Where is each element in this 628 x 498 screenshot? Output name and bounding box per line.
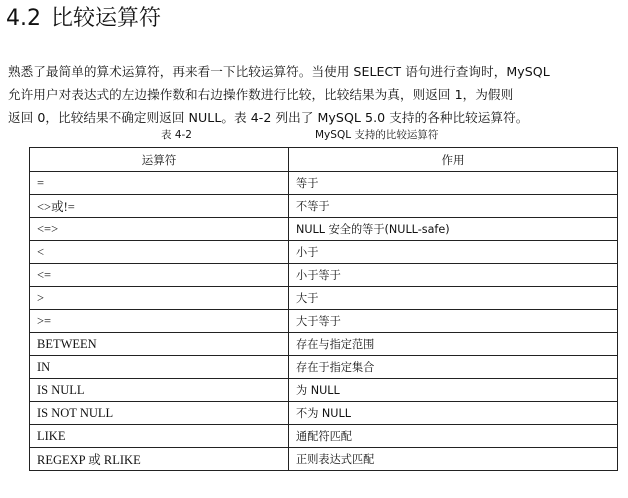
comparison-operators-table — [29, 147, 618, 471]
table-row — [30, 379, 618, 402]
table-row — [30, 310, 618, 333]
operator-cell: IN — [30, 356, 289, 379]
table-caption-label: 表 4-2 — [161, 129, 192, 141]
function-cell: 存在于指定集合 — [289, 356, 618, 379]
operator-cell: <>或!= — [30, 195, 289, 218]
header-operator: 运算符 — [30, 148, 289, 172]
header-function: 作用 — [289, 148, 618, 172]
function-cell: 不为 NULL — [289, 402, 618, 425]
operator-cell: <= — [30, 264, 289, 287]
function-cell: 为 NULL — [289, 379, 618, 402]
table-header-row — [30, 148, 618, 172]
table-row — [30, 402, 618, 425]
table-row — [30, 195, 618, 218]
operator-cell: < — [30, 241, 289, 264]
function-cell: 等于 — [289, 172, 618, 195]
operator-cell: >= — [30, 310, 289, 333]
function-cell: 存在与指定范围 — [289, 333, 618, 356]
operator-cell: IS NULL — [30, 379, 289, 402]
function-cell: 大于 — [289, 287, 618, 310]
table-row — [30, 333, 618, 356]
operator-cell: IS NOT NULL — [30, 402, 289, 425]
function-cell: 通配符匹配 — [289, 425, 618, 448]
paragraph-line-1: 熟悉了最简单的算术运算符，再来看一下比较运算符。当使用 SELECT 语句进行查询时，MySQL — [8, 64, 550, 79]
section-title: 比较运算符 — [51, 6, 162, 31]
table-row — [30, 356, 618, 379]
function-cell: 不等于 — [289, 195, 618, 218]
table-row — [30, 287, 618, 310]
operator-cell: REGEXP 或 RLIKE — [30, 448, 289, 471]
function-cell: 小于 — [289, 241, 618, 264]
table-row — [30, 218, 618, 241]
operator-cell: = — [30, 172, 289, 195]
table-row — [30, 448, 618, 471]
table-row — [30, 264, 618, 287]
intro-paragraph — [8, 60, 620, 129]
function-cell: 正则表达式匹配 — [289, 448, 618, 471]
operator-cell: LIKE — [30, 425, 289, 448]
section-number: 4.2 — [6, 6, 41, 31]
paragraph-line-3: 返回 0，比较结果不确定则返回 NULL。表 4-2 列出了 MySQL 5.0 支持的各种比较运算符。 — [8, 110, 529, 125]
table-caption-title: MySQL 支持的比较运算符 — [315, 129, 439, 141]
function-cell: NULL 安全的等于(NULL-safe) — [289, 218, 618, 241]
table-row — [30, 172, 618, 195]
table-row — [30, 425, 618, 448]
function-cell: 大于等于 — [289, 310, 618, 333]
operator-cell: <=> — [30, 218, 289, 241]
table-row — [30, 241, 618, 264]
operator-cell: > — [30, 287, 289, 310]
operator-cell: BETWEEN — [30, 333, 289, 356]
paragraph-line-2: 允许用户对表达式的左边操作数和右边操作数进行比较，比较结果为真，则返回 1，为假则 — [8, 87, 514, 102]
section-heading — [6, 5, 161, 33]
function-cell: 小于等于 — [289, 264, 618, 287]
